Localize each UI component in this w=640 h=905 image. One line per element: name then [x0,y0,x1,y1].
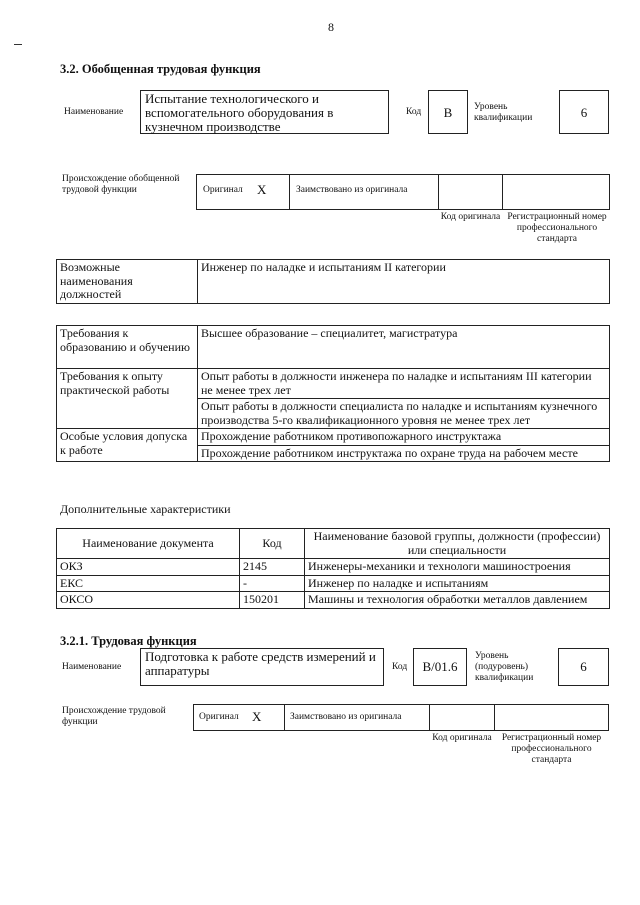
row-name: Инженер по наладке и испытаниям [305,575,610,592]
subsection-title: 3.2.1. Трудовая функция [60,634,197,648]
table-row [57,559,610,576]
special-value-1: Прохождение работником противопожарного инструктажа [198,429,610,446]
original-label: Оригинал [203,185,243,195]
table-row [57,592,610,609]
row-doc: ОКСО [57,592,240,609]
positions-label: Возможные наименования должностей [57,260,198,304]
edu-label: Требования к образованию и обучению [57,326,198,369]
level-label: Уровень квалификации [474,102,533,123]
edu-value: Высшее образование – специалитет, магистратура [198,326,610,369]
original-code-cell-2 [429,704,495,731]
code-value: В [428,90,468,134]
name-value-2: Подготовка к работе средств измерений и аппаратуры [140,648,384,686]
code-caption-2: Код оригинала [432,733,492,743]
special-value-2: Прохождение работником инструктажа по охране труда на рабочем месте [198,445,610,462]
positions-table [56,259,610,304]
reg-number-cell-2 [494,704,609,731]
margin-mark [14,44,22,45]
original-code-cell [438,174,503,210]
original-mark: Х [257,182,267,197]
col-code-header: Код [240,529,305,559]
section-title: 3.2. Обобщенная трудовая функция [60,62,261,76]
reg-number-cell [502,174,610,210]
row-doc: ОКЗ [57,559,240,576]
borrowed-label: Заимствовано из оригинала [296,185,408,195]
code-value-2: В/01.6 [413,648,467,686]
code-caption: Код оригинала [440,212,501,222]
name-value: Испытание технологического и вспомогательного оборудования в кузнечном производстве [140,90,389,134]
original-mark-2: Х [252,709,262,724]
level-value: 6 [559,90,609,134]
row-name: Машины и технология обработки металлов давлением [305,592,610,609]
level-label-2: Уровень (подуровень) квалификации [475,651,534,683]
name-label-2: Наименование [62,662,122,672]
extra-table [56,528,610,609]
original-cell [196,174,290,210]
exp-label: Требования к опыту практической работы [57,369,198,429]
code-label-2: Код [392,662,408,672]
original-label-2: Оригинал [199,712,239,722]
page-number: 8 [328,20,334,34]
reg-caption-2: Регистрационный номер профессионального стандарта [501,733,602,765]
row-doc: ЕКС [57,575,240,592]
extra-title: Дополнительные характеристики [60,502,231,516]
exp-value-2: Опыт работы в должности специалиста по наладке и испытаниям кузнечного производства 5-го квалификационного уровня не менее трех лет [198,399,610,429]
exp-value-1: Опыт работы в должности инженера по наладке и испытаниям III категории не менее трех лет [198,369,610,399]
origin-label: Происхождение обобщенной трудовой функции [62,174,180,195]
borrowed-cell [289,174,439,210]
table-row [57,575,610,592]
col-name-header: Наименование базовой группы, должности (профессии) или специальности [305,529,610,559]
row-code: - [240,575,305,592]
origin-label-2: Происхождение трудовой функции [62,706,166,727]
row-name: Инженеры-механики и технологи машиностроения [305,559,610,576]
borrowed-label-2: Заимствовано из оригинала [290,712,402,722]
name-label: Наименование [64,107,124,117]
level-value-2: 6 [558,648,609,686]
col-doc-header: Наименование документа [57,529,240,559]
original-cell-2 [193,704,285,731]
special-label: Особые условия допуска к работе [57,429,198,462]
code-label: Код [406,107,422,117]
reg-caption: Регистрационный номер профессионального стандарта [507,212,607,244]
row-code: 150201 [240,592,305,609]
row-code: 2145 [240,559,305,576]
positions-value: Инженер по наладке и испытаниям II категории [198,260,610,304]
borrowed-cell-2 [284,704,430,731]
requirements-table [56,325,610,462]
